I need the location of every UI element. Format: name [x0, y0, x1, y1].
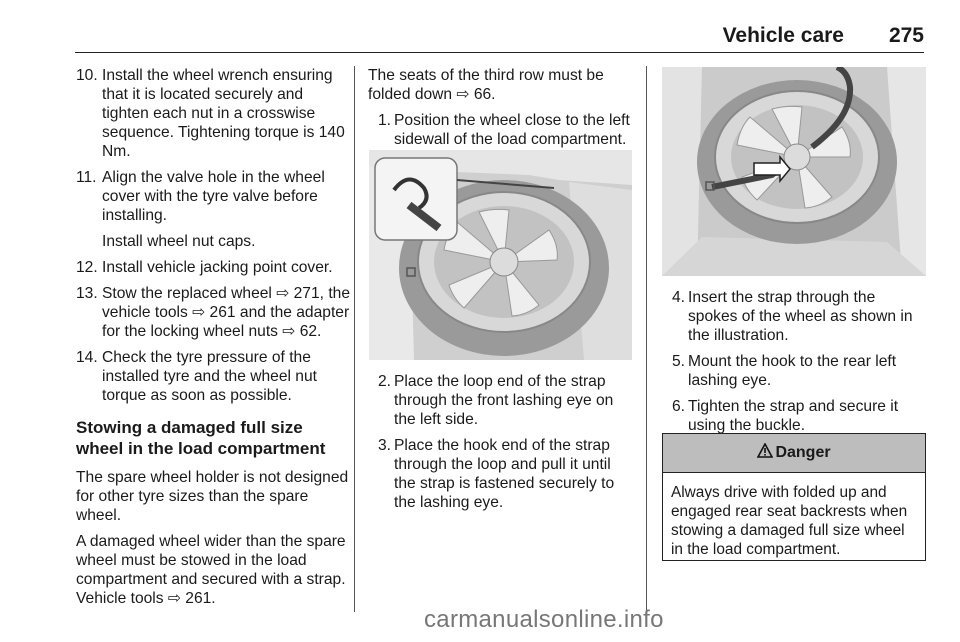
list-item-note: Install wheel nut caps. — [102, 233, 256, 250]
list-item: 12. Install vehicle jacking point cover. — [76, 259, 333, 276]
list-item: 5. Mount the hook to the rear left lashing eye. — [672, 353, 897, 389]
page-number: 275 — [888, 24, 924, 47]
section-title: Vehicle care — [722, 24, 844, 47]
column-middle — [368, 66, 632, 156]
list-item: 14. Check the tyre pressure of the installed tyre and the wheel nut torque as soon as possible. — [76, 349, 317, 404]
column-middle-lower — [368, 372, 632, 519]
column-divider — [354, 66, 355, 612]
danger-title: Danger — [775, 444, 831, 461]
paragraph: The spare wheel holder is not designed for other tyre sizes than the spare wheel. — [76, 469, 349, 524]
watermark: carmanualsonline.info — [424, 606, 664, 633]
paragraph: The seats of the third row must be folded down ⇨ 66. — [368, 67, 604, 103]
list-item: 1. Position the wheel close to the left sidewall of the load compartment. — [378, 112, 630, 148]
illustration-wheel-strap-front — [369, 150, 632, 360]
list-item: 3. Place the hook end of the strap through the loop and pull it until the strap is fastened securely to the lashing eye. — [378, 437, 615, 511]
danger-header — [663, 434, 925, 473]
list-item: 10. Install the wheel wrench ensuring that it is located securely and tighten each nut in a crosswise sequence. Tightening torque is 140 Nm. — [76, 67, 345, 160]
list-item: 11. Align the valve hole in the wheel cover with the tyre valve before installing. — [76, 169, 325, 224]
list-item: 13. Stow the replaced wheel ⇨ 271, the vehicle tools ⇨ 261 and the adapter for the locking wheel nuts ⇨ 62. — [76, 285, 350, 340]
danger-box — [662, 433, 926, 561]
column-right — [662, 288, 926, 442]
page-header — [75, 0, 924, 53]
danger-text: Always drive with folded up and engaged rear seat backrests when stowing a damaged full size wheel in the load compartment. — [671, 484, 908, 558]
list-item: 2. Place the loop end of the strap through the front lashing eye on the left side. — [378, 373, 614, 428]
section-heading: Stowing a damaged full size wheel in the load compartment — [76, 418, 326, 458]
illustration-wheel-strap-rear — [662, 67, 926, 276]
column-divider — [646, 66, 647, 612]
paragraph: A damaged wheel wider than the spare wheel must be stowed in the load compartment and secured with a strap. Vehicle tools ⇨ 261. — [76, 533, 346, 607]
column-left — [76, 66, 352, 615]
list-item: 4. Insert the strap through the spokes of the wheel as shown in the illustration. — [672, 289, 913, 344]
warning-triangle-icon — [757, 443, 773, 458]
list-item: 6. Tighten the strap and secure it using the buckle. — [672, 398, 899, 434]
